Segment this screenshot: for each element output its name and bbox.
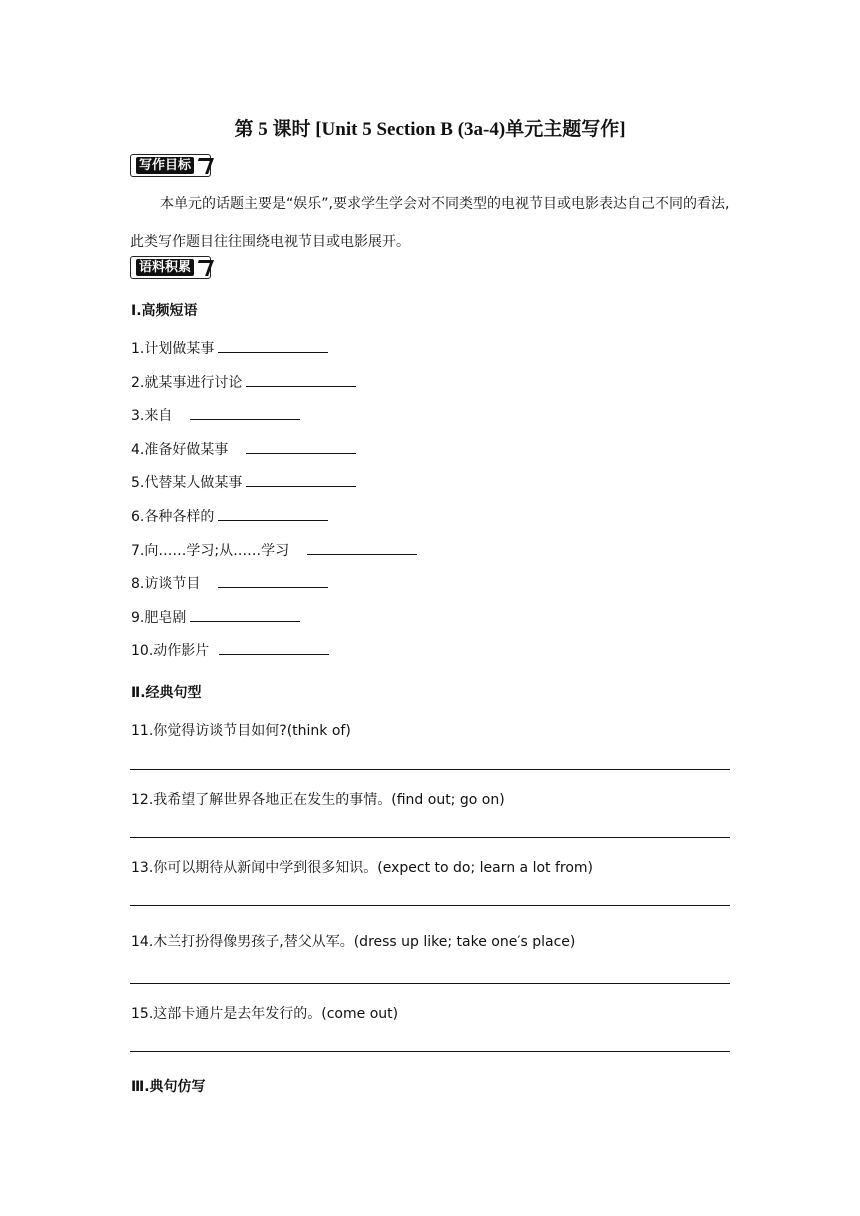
badge-label: 写作目标 <box>136 157 194 174</box>
answer-line[interactable] <box>130 837 730 838</box>
phrase-text: 7.向……学习;从……学习 <box>131 543 290 559</box>
blank-line[interactable] <box>219 640 329 655</box>
sentence-item: 11.你觉得访谈节目如何?(think of) <box>131 723 351 739</box>
phrase-item <box>131 472 356 492</box>
answer-line[interactable] <box>130 983 730 984</box>
section-heading-phrases: Ⅰ.高频短语 <box>131 303 198 319</box>
writing-goal-badge <box>130 154 211 177</box>
phrase-item <box>131 640 329 660</box>
blank-line[interactable] <box>190 607 300 622</box>
phrase-text: 9.肥皂剧 <box>131 610 187 626</box>
blank-line[interactable] <box>218 338 328 353</box>
sentence-item: 14.木兰打扮得像男孩子,替父从军。(dress up like; take one′s place) <box>131 934 576 950</box>
intro-paragraph: 本单元的话题主要是“娱乐”,要求学生学会对不同类型的电视节目或电影表达自己不同的看法,此类写作题目往往围绕电视节目或电影展开。 <box>130 196 730 250</box>
blank-line[interactable] <box>218 573 328 588</box>
phrase-item <box>131 607 300 627</box>
sentence-item: 12.我希望了解世界各地正在发生的事情。(find out; go on) <box>131 792 505 808</box>
phrase-text: 5.代替某人做某事 <box>131 475 243 491</box>
blank-line[interactable] <box>246 472 356 487</box>
page-title: 第 5 课时 [Unit 5 Section B (3a-4)单元主题写作] <box>234 119 626 140</box>
material-badge <box>130 256 211 279</box>
section-heading-sentences: Ⅱ.经典句型 <box>131 685 202 701</box>
phrase-text: 2.就某事进行讨论 <box>131 375 243 391</box>
phrase-text: 10.动作影片 <box>131 643 210 659</box>
phrase-text: 4.准备好做某事 <box>131 442 229 458</box>
blank-line[interactable] <box>190 405 300 420</box>
phrase-text: 1.计划做某事 <box>131 341 215 357</box>
badge-label: 语料积累 <box>136 259 194 276</box>
phrase-item <box>131 439 356 459</box>
phrase-item <box>131 506 328 526</box>
phrase-text: 8.访谈节目 <box>131 576 201 592</box>
answer-line[interactable] <box>130 905 730 906</box>
phrase-item <box>131 405 300 425</box>
phrase-item <box>131 573 328 593</box>
blank-line[interactable] <box>307 540 417 555</box>
answer-line[interactable] <box>130 769 730 770</box>
sentence-item: 15.这部卡通片是去年发行的。(come out) <box>131 1006 399 1022</box>
phrase-item <box>131 372 356 392</box>
sentence-item: 13.你可以期待从新闻中学到很多知识。(expect to do; learn a lot from) <box>131 860 594 876</box>
blank-line[interactable] <box>218 506 328 521</box>
blank-line[interactable] <box>246 439 356 454</box>
blank-line[interactable] <box>246 372 356 387</box>
phrase-text: 3.来自 <box>131 408 173 424</box>
phrase-item <box>131 338 328 358</box>
section-heading-imitation: Ⅲ.典句仿写 <box>131 1079 206 1095</box>
answer-line[interactable] <box>130 1051 730 1052</box>
phrase-text: 6.各种各样的 <box>131 509 215 525</box>
phrase-item <box>131 540 417 560</box>
